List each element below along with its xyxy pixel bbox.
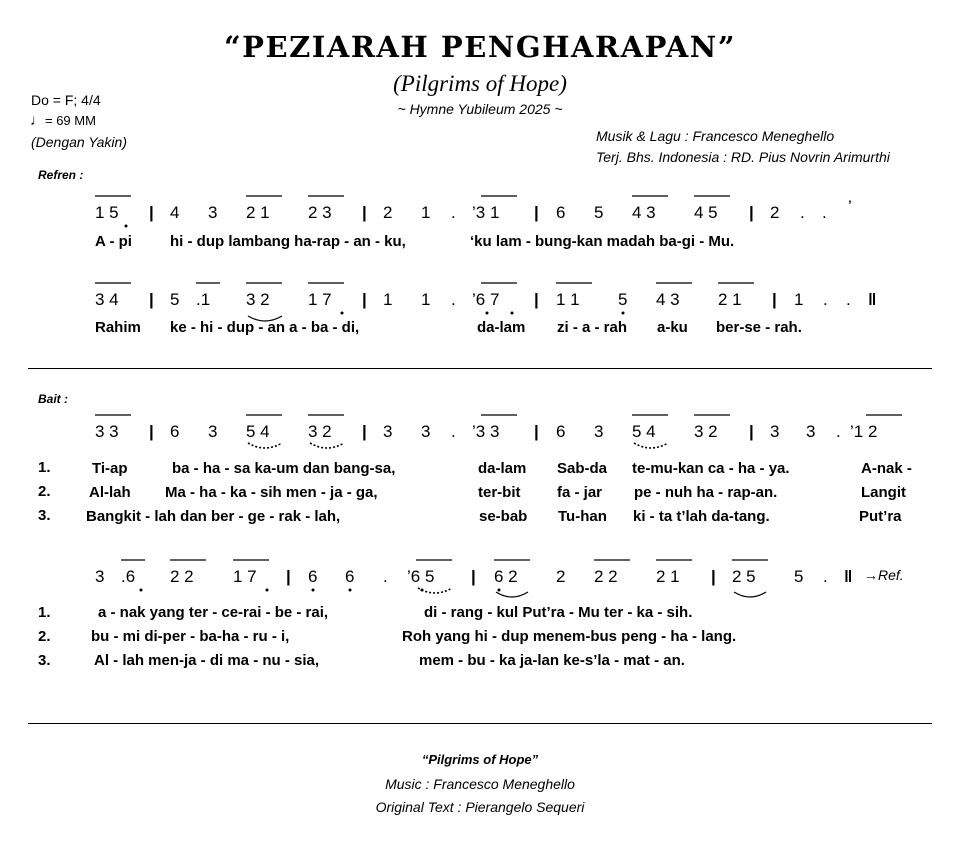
note-dot: . bbox=[451, 422, 456, 441]
lyric-segment: Sab-da bbox=[557, 460, 608, 477]
note-group: 1 7 bbox=[233, 567, 257, 586]
lyric-segment: se-bab bbox=[479, 508, 528, 525]
note-dot: . bbox=[451, 290, 456, 309]
barline: | bbox=[362, 203, 367, 222]
lyric-segment: Put’ra bbox=[859, 508, 902, 525]
slur bbox=[248, 316, 282, 321]
note-dot: . bbox=[800, 203, 805, 222]
expression-marking: (Dengan Yakin) bbox=[31, 134, 127, 150]
note-group: 4 3 bbox=[656, 290, 680, 309]
note-dot: . bbox=[846, 290, 851, 309]
note: 2 bbox=[383, 203, 393, 222]
song-title: “PEZIARAH PENGHARAPAN” bbox=[224, 30, 736, 64]
lyric-segment: pe - nuh ha - rap-an. bbox=[634, 484, 778, 501]
lyric-segment: te-mu-kan ca - ha - ya. bbox=[632, 460, 790, 477]
note-group: 1 5 bbox=[95, 203, 119, 222]
note-group: 5 4 bbox=[246, 422, 270, 441]
arrow-right-icon: → bbox=[864, 567, 878, 583]
note: 3 bbox=[383, 422, 393, 441]
note-group: 2 1 bbox=[718, 290, 742, 309]
low-octave-dot bbox=[140, 589, 143, 592]
final-barline: ‖ bbox=[844, 567, 853, 586]
lyric-segment: da-lam bbox=[478, 460, 527, 477]
lyric-segment: a-ku bbox=[657, 319, 688, 336]
lyric-segment: Rahim bbox=[95, 319, 141, 336]
octave-dots bbox=[125, 225, 628, 592]
barline: | bbox=[749, 422, 754, 441]
note: 1 bbox=[421, 290, 431, 309]
lyric-segment: fa - jar bbox=[557, 484, 603, 501]
note-group: 3 2 bbox=[694, 422, 718, 441]
slur bbox=[734, 592, 766, 597]
note-group: 4 3 bbox=[632, 203, 656, 222]
lyric-segment: Tu-han bbox=[558, 508, 607, 525]
low-octave-dot bbox=[498, 589, 501, 592]
note: 5 bbox=[170, 290, 180, 309]
verse-number: 3. bbox=[38, 652, 51, 669]
note-group: 3 2 bbox=[246, 290, 270, 309]
note: 6 bbox=[556, 203, 566, 222]
note: 5 bbox=[594, 203, 604, 222]
barline: | bbox=[362, 422, 367, 441]
note-dot: . bbox=[451, 203, 456, 222]
note-group: ’3 1 bbox=[472, 203, 500, 222]
barline: | bbox=[149, 203, 154, 222]
low-octave-dot bbox=[341, 312, 344, 315]
verse-number: 1. bbox=[38, 459, 51, 476]
note-group: ’1 2 bbox=[850, 422, 878, 441]
dotted-slur bbox=[248, 443, 282, 448]
note: 2 bbox=[770, 203, 780, 222]
note: 3 bbox=[421, 422, 431, 441]
note-dot: . bbox=[836, 422, 841, 441]
beam-lines bbox=[95, 196, 902, 560]
barline: | bbox=[362, 290, 367, 309]
note: 6 bbox=[170, 422, 180, 441]
lyric-segment: Langit bbox=[861, 484, 906, 501]
lyric-segment: Bangkit - lah dan ber - ge - rak - lah, bbox=[86, 508, 341, 525]
barline: | bbox=[772, 290, 777, 309]
dotted-slur bbox=[418, 588, 452, 593]
verse-number: 1. bbox=[38, 604, 51, 621]
note: 2 bbox=[556, 567, 566, 586]
note-dot: . bbox=[822, 203, 827, 222]
lyric-segment: di - rang - kul Put’ra - Mu ter - ka - sih. bbox=[424, 604, 693, 621]
barline: | bbox=[749, 203, 754, 222]
lyric-segment: zi - a - rah bbox=[557, 319, 628, 336]
quarter-note-icon: ♩ bbox=[30, 112, 45, 129]
footer-text-credit: Original Text : Pierangelo Sequeri bbox=[375, 799, 585, 815]
note-group: 4 5 bbox=[694, 203, 718, 222]
verse-number: 2. bbox=[38, 483, 51, 500]
dotted-slurs bbox=[248, 443, 668, 593]
note-group: 1 7 bbox=[308, 290, 332, 309]
slur bbox=[496, 592, 528, 597]
lyric-segment: ‘ku lam - bung-kan madah ba-gi - Mu. bbox=[470, 233, 735, 250]
note-dot: . bbox=[383, 567, 388, 586]
note: 5 bbox=[794, 567, 804, 586]
note: 6 bbox=[308, 567, 318, 586]
barline: | bbox=[149, 290, 154, 309]
note-group: 2 1 bbox=[656, 567, 680, 586]
lyric-segment: ber-se - rah. bbox=[716, 319, 802, 336]
lyric-segment: mem - bu - ka ja-lan ke-s’la - mat - an. bbox=[419, 652, 685, 669]
note: 3 bbox=[770, 422, 780, 441]
note-group: 2 2 bbox=[170, 567, 194, 586]
translation-credit: Terj. Bhs. Indonesia : RD. Pius Novrin Arimurthi bbox=[596, 149, 890, 165]
note-group: 1 1 bbox=[556, 290, 580, 309]
song-subtitle: (Pilgrims of Hope) bbox=[393, 71, 567, 96]
low-octave-dot bbox=[486, 312, 489, 315]
note-group: 2 1 bbox=[246, 203, 270, 222]
lyric-segment: Roh yang hi - dup menem-bus peng - ha - lang. bbox=[402, 628, 737, 645]
lyric-segment: A-nak - bbox=[861, 460, 912, 477]
lyric-segment: Ti-ap bbox=[92, 460, 128, 477]
note: 4 bbox=[170, 203, 180, 222]
low-octave-dot bbox=[125, 225, 128, 228]
lyric-segment: ke - hi - dup - an a - ba - di, bbox=[170, 319, 360, 336]
note: 6 bbox=[345, 567, 355, 586]
song-occasion: ~ Hymne Yubileum 2025 ~ bbox=[397, 101, 563, 117]
note: 1 bbox=[383, 290, 393, 309]
lyric-segment: bu - mi di-per - ba-ha - ru - i, bbox=[91, 628, 290, 645]
note: 1 bbox=[794, 290, 804, 309]
note-group: 3 2 bbox=[308, 422, 332, 441]
lyric-segment: Al-lah bbox=[89, 484, 131, 501]
note-group: 2 2 bbox=[594, 567, 618, 586]
footer-music-credit: Music : Francesco Meneghello bbox=[385, 776, 575, 792]
note-group: 2 3 bbox=[308, 203, 332, 222]
tempo-marking: ♩= 69 MM bbox=[30, 112, 96, 129]
note: .6 bbox=[121, 567, 136, 586]
low-octave-dot bbox=[349, 589, 352, 592]
barline: | bbox=[149, 422, 154, 441]
dotted-slur bbox=[634, 443, 668, 448]
barline: | bbox=[471, 567, 476, 586]
note-group: 2 5 bbox=[732, 567, 756, 586]
slurs bbox=[248, 316, 766, 597]
note: 3 bbox=[95, 567, 105, 586]
barline: | bbox=[534, 290, 539, 309]
key-signature: Do = F; 4/4 bbox=[31, 92, 101, 108]
note: 3 bbox=[594, 422, 604, 441]
verse-label: Bait : bbox=[38, 392, 68, 406]
barline: | bbox=[711, 567, 716, 586]
verse-number: 3. bbox=[38, 507, 51, 524]
final-barline: ‖ bbox=[868, 290, 877, 309]
note: 3 bbox=[208, 203, 218, 222]
barline: | bbox=[286, 567, 291, 586]
note-group: 3 4 bbox=[95, 290, 119, 309]
lyric-segment: a - nak yang ter - ce-rai - be - rai, bbox=[98, 604, 329, 621]
music-credit: Musik & Lagu : Francesco Meneghello bbox=[596, 128, 835, 144]
low-octave-dot bbox=[266, 589, 269, 592]
dotted-slur bbox=[310, 443, 344, 448]
footer-title: “Pilgrims of Hope” bbox=[421, 752, 539, 767]
lyric-segment: ter-bit bbox=[478, 484, 521, 501]
low-octave-dot bbox=[312, 589, 315, 592]
note-dot: . bbox=[823, 567, 828, 586]
lyric-segment: ki - ta t’lah da-tang. bbox=[633, 508, 770, 525]
note: 6 bbox=[556, 422, 566, 441]
lyric-segment: Al - lah men-ja - di ma - nu - sia, bbox=[94, 652, 320, 669]
note-group: ’6 7 bbox=[472, 290, 500, 309]
breath-mark: ’ bbox=[848, 197, 852, 216]
lyric-segment: Ma - ha - ka - sih men - ja - ga, bbox=[165, 484, 378, 501]
note-dot: . bbox=[823, 290, 828, 309]
note: 5 bbox=[618, 290, 628, 309]
refrain-return: →Ref. bbox=[864, 567, 904, 583]
lyric-segment: hi - dup lambang ha-rap - an - ku, bbox=[170, 233, 406, 250]
lyric-segment: A - pi bbox=[95, 233, 132, 250]
low-octave-dot bbox=[511, 312, 514, 315]
barline: | bbox=[534, 422, 539, 441]
note: .1 bbox=[196, 290, 211, 309]
refrain-label: Refren : bbox=[38, 168, 84, 182]
note-group: 6 2 bbox=[494, 567, 518, 586]
note: 3 bbox=[208, 422, 218, 441]
low-octave-dot bbox=[622, 312, 625, 315]
note-group: ’3 3 bbox=[472, 422, 500, 441]
lyric-segment: ba - ha - sa ka-um dan bang-sa, bbox=[172, 460, 396, 477]
barline: | bbox=[534, 203, 539, 222]
note-group: ’6 5 bbox=[407, 567, 435, 586]
note-group: 5 4 bbox=[632, 422, 656, 441]
note: 1 bbox=[421, 203, 431, 222]
note-group: 3 3 bbox=[95, 422, 119, 441]
lyric-segment: da-lam bbox=[477, 319, 526, 336]
verse-number: 2. bbox=[38, 628, 51, 645]
note: 3 bbox=[806, 422, 816, 441]
